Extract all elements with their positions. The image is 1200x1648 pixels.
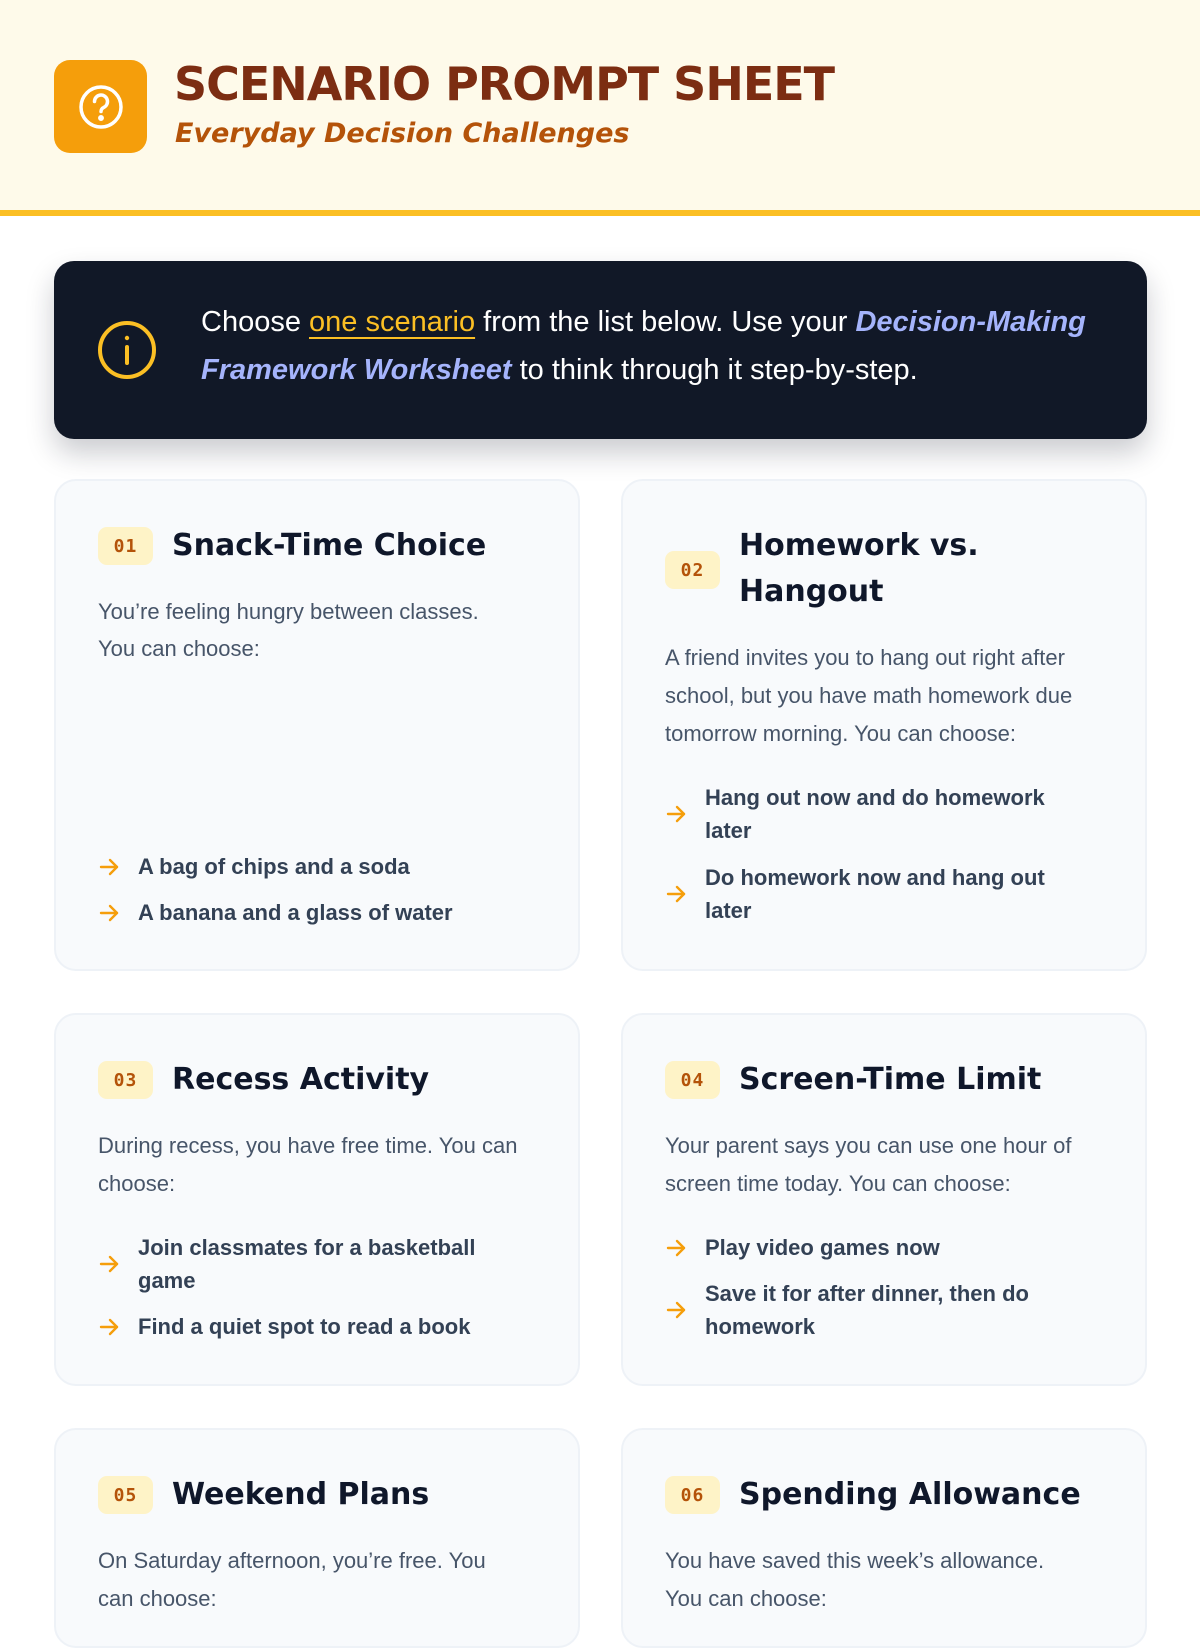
- scenario-title: Snack-Time Choice: [172, 528, 487, 563]
- arrow-right-icon: [98, 1253, 120, 1275]
- page-title: SCENARIO PROMPT SHEET: [174, 57, 835, 111]
- scenario-card: [54, 1013, 580, 1386]
- arrow-right-icon: [98, 1316, 120, 1338]
- scenario-card: [621, 1013, 1147, 1386]
- page-header: [0, 0, 1200, 216]
- scenario-title: Screen-Time Limit: [739, 1062, 1042, 1097]
- option-item: [98, 1310, 538, 1343]
- scenario-number: 03: [98, 1061, 153, 1099]
- option-label: Join classmates for a basketball game: [138, 1235, 476, 1293]
- option-item: [665, 781, 1085, 847]
- info-icon: [96, 319, 158, 381]
- scenario-number: 01: [98, 527, 153, 565]
- scenario-card: [54, 1428, 580, 1648]
- scenario-title: Spending Allowance: [739, 1477, 1081, 1512]
- option-item: [665, 1277, 1065, 1343]
- instruction-highlight: one scenario: [309, 306, 476, 338]
- option-label: A bag of chips and a soda: [138, 854, 410, 879]
- scenario-description: You have saved this week’s allowance. You can choose:: [665, 1548, 1045, 1611]
- instruction-part-3: to think through it step-by-step.: [511, 354, 918, 386]
- instruction-part-1: Choose: [201, 306, 310, 338]
- scenario-card: [54, 479, 580, 971]
- arrow-right-icon: [98, 856, 120, 878]
- instruction-text: [201, 298, 1101, 394]
- option-item: [98, 896, 453, 929]
- scenario-number: 06: [665, 1476, 720, 1514]
- option-item: [665, 861, 1085, 927]
- option-item: [98, 850, 410, 883]
- scenario-description: A friend invites you to hang out right after school, but you have math homework due tomorrow morning. You can choose:: [665, 645, 1073, 746]
- arrow-right-icon: [665, 1299, 687, 1321]
- instruction-banner: [54, 261, 1147, 439]
- option-label: Do homework now and hang out later: [705, 865, 1045, 923]
- scenario-description: During recess, you have free time. You can choose:: [98, 1133, 518, 1196]
- scenario-description: On Saturday afternoon, you’re free. You can choose:: [98, 1548, 486, 1611]
- worksheet-reference: Decision-Making Framework Worksheet: [201, 306, 1086, 386]
- scenario-number: 02: [665, 551, 720, 589]
- instruction-part-2: from the list below. Use your: [475, 306, 856, 338]
- option-label: Play video games now: [705, 1235, 940, 1260]
- option-label: A banana and a glass of water: [138, 900, 453, 925]
- scenario-number: 05: [98, 1476, 153, 1514]
- arrow-right-icon: [98, 902, 120, 924]
- option-label: Find a quiet spot to read a book: [138, 1314, 471, 1339]
- page-subtitle: Everyday Decision Challenges: [175, 118, 630, 149]
- arrow-right-icon: [665, 803, 687, 825]
- option-item: [98, 1231, 518, 1297]
- option-item: [665, 1231, 1085, 1264]
- scenario-card: [621, 479, 1147, 971]
- arrow-right-icon: [665, 883, 687, 905]
- arrow-right-icon: [665, 1237, 687, 1259]
- scenario-description: You’re feeling hungry between classes. You can choose:: [98, 599, 479, 661]
- scenario-card: [621, 1428, 1147, 1648]
- scenario-description: Your parent says you can use one hour of screen time today. You can choose:: [665, 1133, 1072, 1196]
- scenario-number: 04: [665, 1061, 720, 1099]
- option-label: Hang out now and do homework later: [705, 785, 1045, 843]
- scenario-title: Weekend Plans: [172, 1477, 430, 1512]
- option-label: Save it for after dinner, then do homework: [705, 1281, 1029, 1339]
- scenario-title: Homework vs. Hangout: [739, 528, 979, 609]
- question-circle-icon: [54, 60, 147, 153]
- scenario-title: Recess Activity: [172, 1062, 430, 1097]
